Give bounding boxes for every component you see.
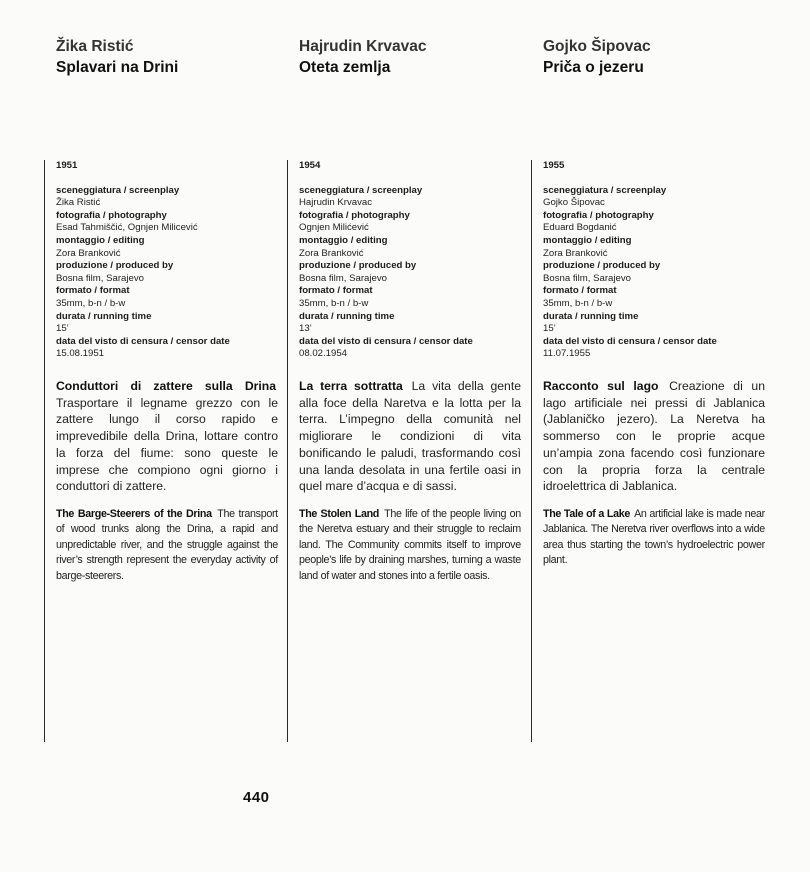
film-header-3 <box>543 36 773 78</box>
credit-label: data del visto di censura / censor date <box>299 335 473 347</box>
credits-block-1 <box>56 160 286 361</box>
credit-label: fotografia / photography <box>543 209 654 221</box>
credit-value: 35mm, b-n / b-w <box>299 297 369 309</box>
credit-value: Žika Ristić <box>56 197 101 209</box>
director-name: Hajrudin Krvavac <box>299 38 427 55</box>
credit-label: produzione / produced by <box>56 260 174 272</box>
credit-value: 35mm, b-n / b-w <box>56 297 126 309</box>
credit-label: durata / running time <box>56 310 152 322</box>
credit-label: fotografia / photography <box>299 209 410 221</box>
synopsis-english <box>299 507 521 585</box>
credit-label: formato / format <box>543 285 617 297</box>
credit-value: Zora Branković <box>543 247 608 259</box>
credit-value: Zora Branković <box>56 247 121 259</box>
credit-value: Bosna film, Sarajevo <box>543 272 631 284</box>
credit-label: produzione / produced by <box>543 260 661 272</box>
column-rule <box>44 160 45 742</box>
synopsis-italian <box>543 378 765 495</box>
director-name: Žika Ristić <box>56 38 134 55</box>
synopsis-text-it: Creazione di un lago artificiale nei pressi di Jablanica (Jablaničko jezero). La Neretva ha sommerso con le proprie acque un’ampia zona facendo così funzionare con la propria forza la centrale idroelettrica di Jablanica. <box>543 379 765 494</box>
synopsis-1 <box>56 378 278 584</box>
synopsis-title-it: Conduttori di zattere sulla Drina <box>56 379 276 393</box>
credit-label: sceneggiatura / screenplay <box>299 184 423 196</box>
credit-label: sceneggiatura / screenplay <box>56 184 180 196</box>
synopsis-title-en: The Stolen Land <box>299 507 380 520</box>
credit-label: data del visto di censura / censor date <box>56 335 230 347</box>
credit-value: 15.08.1951 <box>56 348 105 360</box>
synopsis-text-it: La vita della gente alla foce della Naretva e la lotta per la terra. L’impegno della comunità nel migliorare le condizioni di vita bonificando le paludi, trasformando così una landa desolata in una fertile oasi in quel mare d’acqua e di sassi. <box>299 379 521 494</box>
credit-label: produzione / produced by <box>299 260 417 272</box>
film-title: Priča o jezeru <box>543 59 644 76</box>
column-rule <box>531 160 532 742</box>
director-name: Gojko Šipovac <box>543 38 651 55</box>
film-year: 1954 <box>299 160 321 171</box>
synopsis-text-it: Trasportare il legname grezzo con le zattere lungo il corso rapido e imprevedibile della Drina, lottare contro la forza del fiume: sono queste le imprese che compiono ogni giorno i conduttori di zattere. <box>56 395 278 494</box>
credit-label: montaggio / editing <box>299 234 388 246</box>
synopsis-italian <box>56 378 278 495</box>
credit-value: Bosna film, Sarajevo <box>56 272 144 284</box>
synopsis-title-it: La terra sottratta <box>299 379 403 393</box>
credit-label: montaggio / editing <box>543 234 632 246</box>
synopsis-title-en: The Barge-Steerers of the Drina <box>56 507 212 520</box>
credit-value: Eduard Bogdanić <box>543 222 617 234</box>
credit-value: Bosna film, Sarajevo <box>299 272 387 284</box>
credit-value: 35mm, b-n / b-w <box>543 297 613 309</box>
synopsis-title-en: The Tale of a Lake <box>543 507 630 520</box>
credit-value: Hajrudin Krvavac <box>299 197 373 209</box>
credit-label: montaggio / editing <box>56 234 145 246</box>
credit-label: formato / format <box>56 285 130 297</box>
credit-label: formato / format <box>299 285 373 297</box>
credit-value: 15’ <box>543 323 556 335</box>
film-title: Oteta zemlja <box>299 59 391 76</box>
credit-value: 13’ <box>299 323 312 335</box>
credit-label: sceneggiatura / screenplay <box>543 184 667 196</box>
synopsis-italian <box>299 378 521 495</box>
page-number: 440 <box>243 789 270 806</box>
film-header-2 <box>299 36 529 78</box>
credits-block-2 <box>299 160 529 361</box>
synopsis-english <box>56 507 278 585</box>
synopsis-title-it: Racconto sul lago <box>543 379 659 393</box>
film-year: 1951 <box>56 160 78 171</box>
credit-value: 15’ <box>56 323 69 335</box>
credit-label: fotografia / photography <box>56 209 167 221</box>
film-header-1 <box>56 36 286 78</box>
credit-value: 08.02.1954 <box>299 348 348 360</box>
synopsis-english <box>543 507 765 569</box>
credit-label: data del visto di censura / censor date <box>543 335 717 347</box>
credit-label: durata / running time <box>543 310 639 322</box>
film-title: Splavari na Drini <box>56 59 179 76</box>
synopsis-2 <box>299 378 521 584</box>
credit-value: Zora Branković <box>299 247 364 259</box>
credit-value: Esad Tahmiščić, Ognjen Milicević <box>56 222 198 234</box>
credit-value: Ognjen Milićević <box>299 222 369 234</box>
credit-value: Gojko Šipovac <box>543 197 605 209</box>
synopsis-text-en: The transport of wood trunks along the Drina, a rapid and unpredictable river, and the struggle against the river’s strength represent the everyday activity of barge-steerers. <box>56 507 278 582</box>
synopsis-text-en: The life of the people living on the Neretva estuary and their struggle to reclaim land. The Community commits itself to improve people’s life by draining marshes, turning a waste land of water and stones into a fertile oasis. <box>299 507 521 582</box>
synopsis-text-en: An artificial lake is made near Jablanica. The Neretva river overflows into a wide area thus starting the town’s hydroelectric power plant. <box>543 507 765 567</box>
film-year: 1955 <box>543 160 565 171</box>
credit-label: durata / running time <box>299 310 395 322</box>
credits-block-3 <box>543 160 773 361</box>
credit-value: 11.07.1955 <box>543 348 591 360</box>
column-rule <box>287 160 288 742</box>
synopsis-3 <box>543 378 765 569</box>
